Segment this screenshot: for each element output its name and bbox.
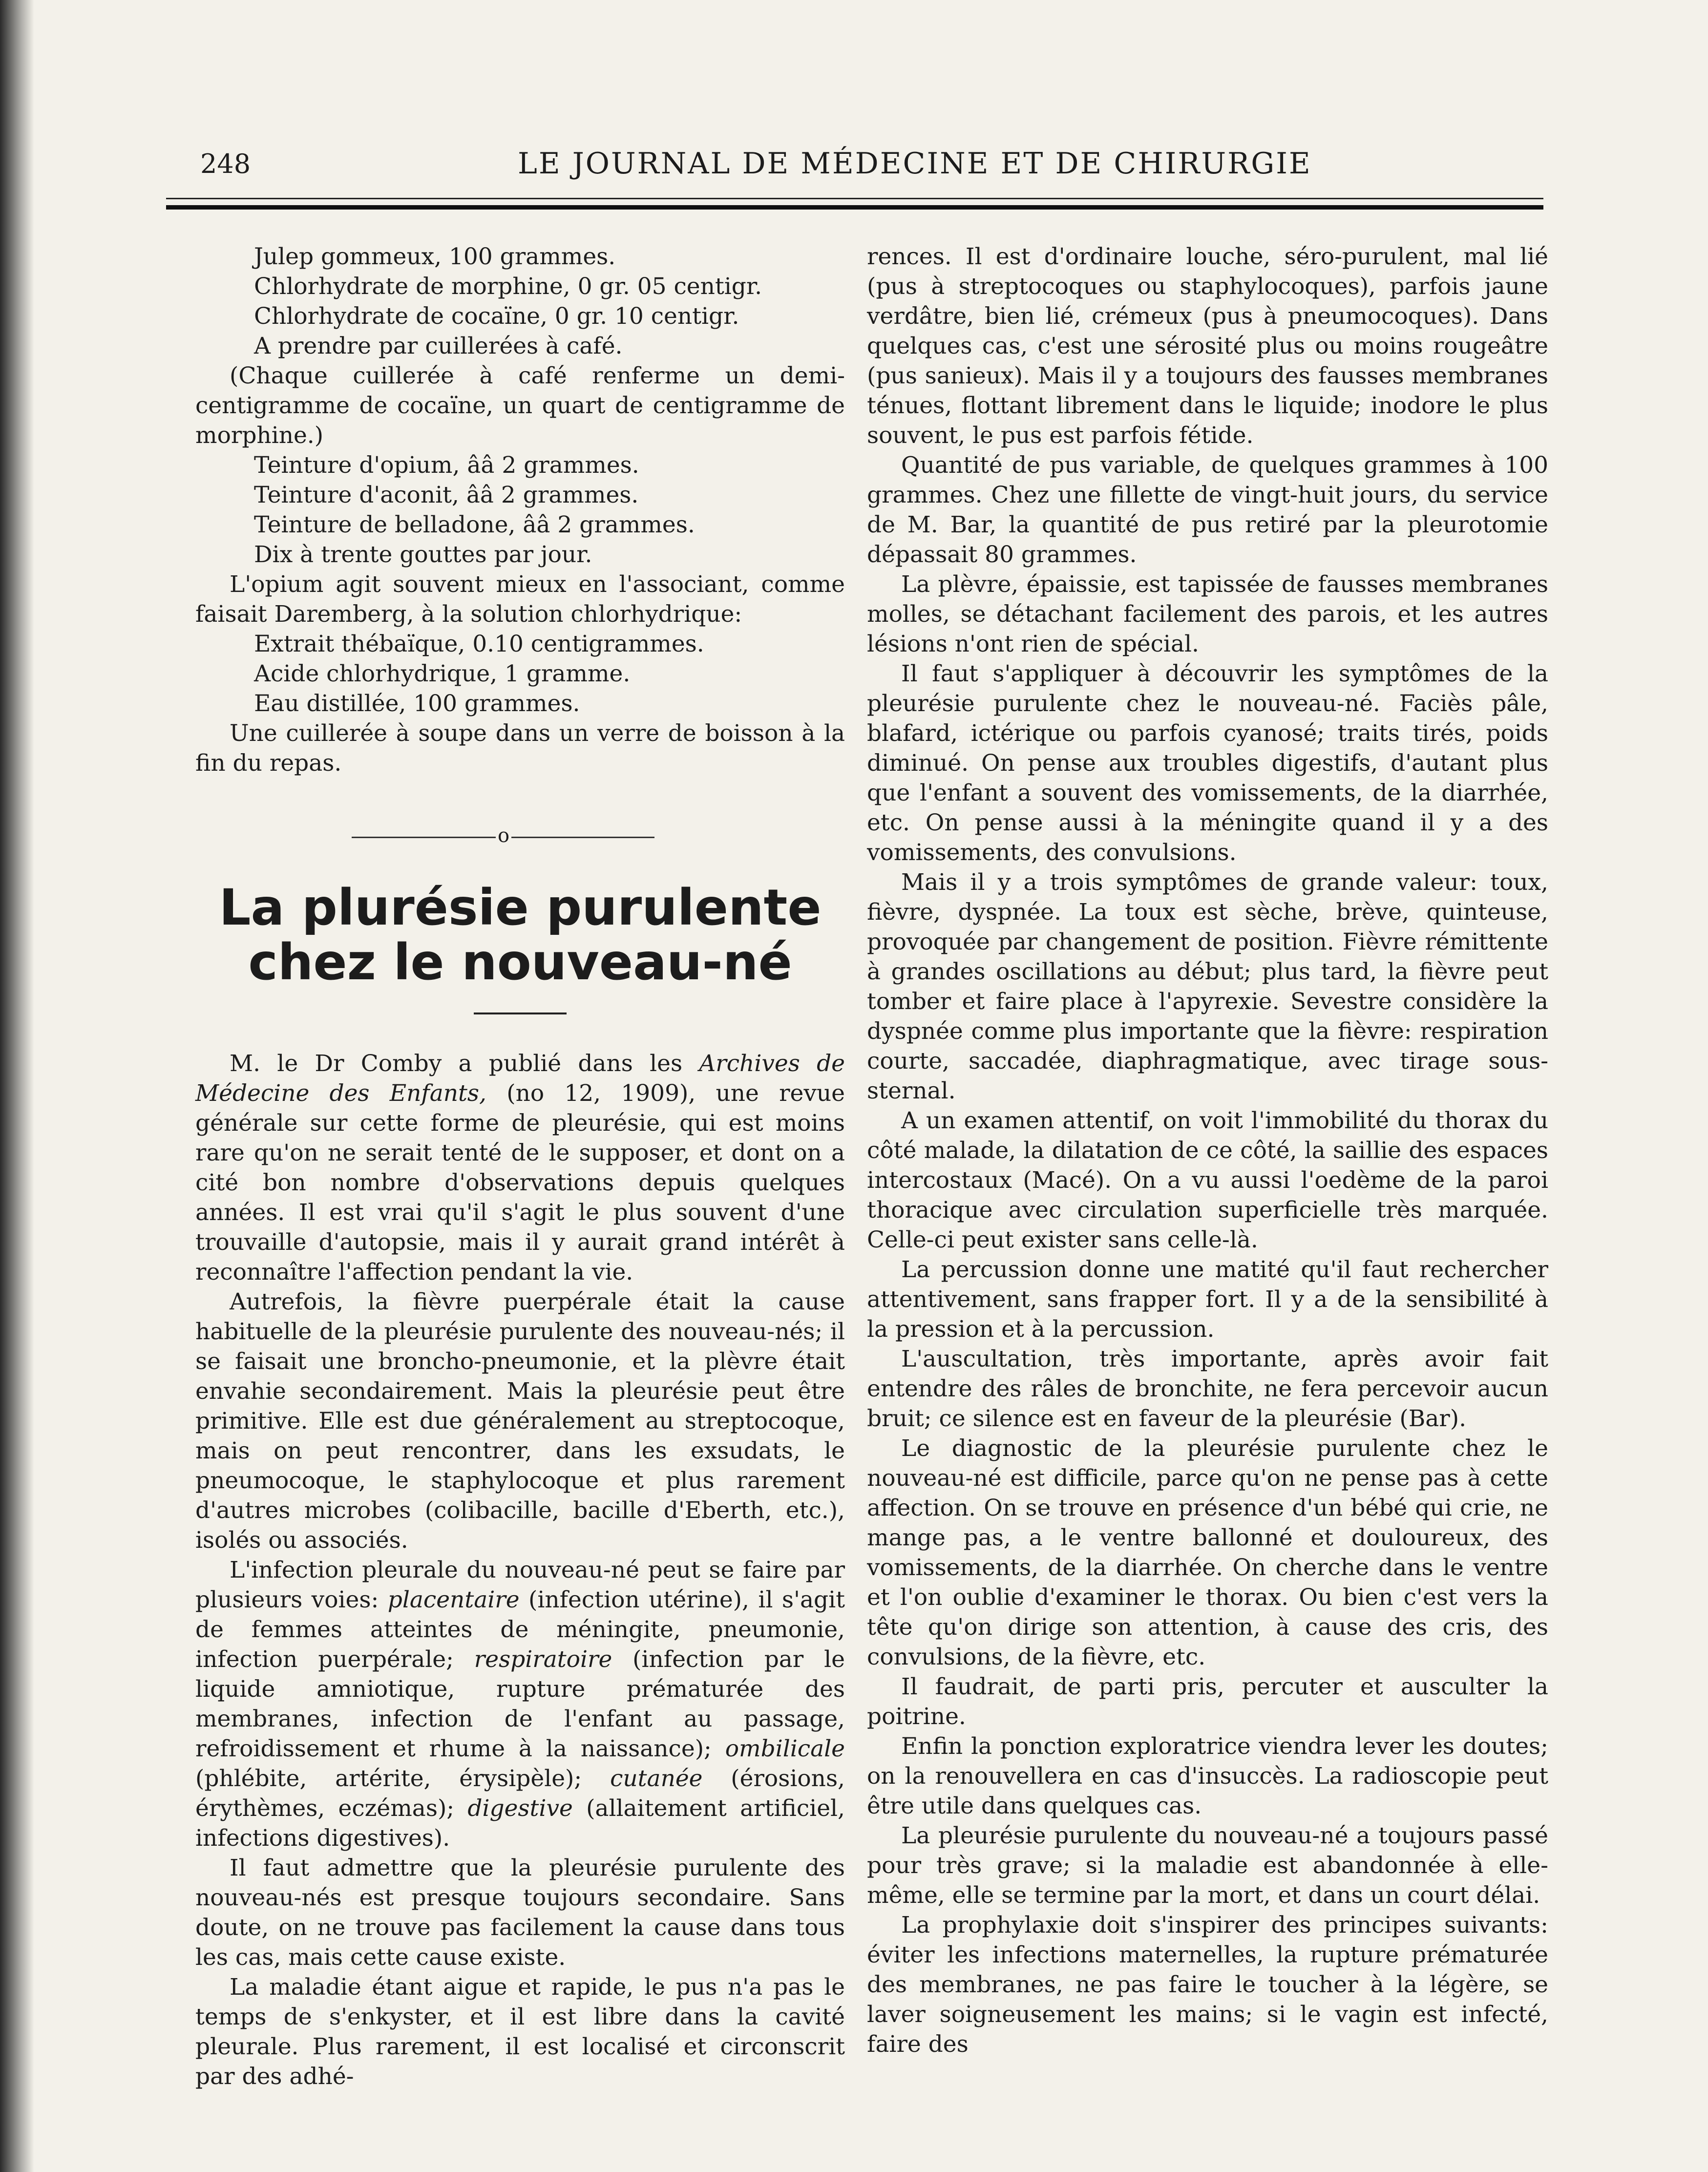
- solution-line: Eau distillée, 100 grammes.: [254, 690, 580, 717]
- article-paragraph: La percussion donne une matité qu'il faut rechercher attentivement, sans frapper fort. Il y a de la sensibilité à la pression et à la percussion.: [867, 1256, 1548, 1343]
- journal-name: Archives de Médecine des Enfants,: [195, 1050, 845, 1107]
- article-paragraph: La plèvre, épaissie, est tapissée de fausses membranes molles, se détachant facilement des parois, et les autres lésions n'ont rien de spécial.: [867, 571, 1548, 657]
- article-paragraph: Quantité de pus variable, de quelques grammes à 100 grammes. Chez une fillette de vingt-huit jours, du service de M. Bar, la quantité de pus retiré par la pleurotomie dépassait 80 grammes.: [867, 452, 1548, 568]
- article-paragraph: Il faudrait, de parti pris, percuter et ausculter la poitrine.: [867, 1673, 1548, 1730]
- article-paragraph: rences. Il est d'ordinaire louche, séro-purulent, mal lié (pus à streptocoques ou staphylocoques), parfois jaune verdâtre, bien lié, crémeux (pus à pneumocoques). Dans quelques cas, c'est une sérosité plus ou moins rougeâtre (pus sanieux). Mais il y a toujours des fausses membranes ténues, flottant librement dans le liquide; inodore le plus souvent, le pus est parfois fétide.: [867, 243, 1548, 449]
- article-paragraph: Mais il y a trois symptômes de grande valeur: toux, fièvre, dyspnée. La toux est sèche, brève, quinteuse, provoquée par changement de position. Fièvre rémittente à grandes oscillations au début; plus tard, la fièvre peut tomber et faire place à l'apyrexie. Sevestre considère la dyspnée comme plus importante que la fièvre: respiration courte, saccadée, diaphragmatique, avec tirage sous-sternal.: [867, 869, 1548, 1104]
- article-paragraph: Le diagnostic de la pleurésie purulente chez le nouveau-né est difficile, parce qu'on ne pense pas à cette affection. On se trouve en présence d'un bébé qui crie, ne mange pas, a le ventre ballonné et douloureux, des vomissements, de la diarrhée. On cherche dans le ventre et l'on oublie d'examiner le thorax. Ou bien c'est vers la tête qu'on dirige son attention, à cause des cris, des convulsions, de la fièvre, etc.: [867, 1435, 1548, 1670]
- page-number: 248: [200, 148, 251, 179]
- article-paragraph: La maladie étant aigue et rapide, le pus n'a pas le temps de s'enkyster, et il est libre dans la cavité pleurale. Plus rarement, il est localisé et circonscrit par des adhé-: [195, 1974, 845, 2090]
- tincture-line: Teinture d'aconit, ââ 2 grammes.: [254, 482, 639, 508]
- binding-shadow: [0, 0, 34, 2172]
- article-paragraph: La prophylaxie doit s'inspirer des principes suivants: éviter les infections maternelles, la rupture prématurée des membranes, ne pas faire le toucher à la légère, se laver soigneusement les mains; si le vagin est infecté, faire des: [867, 1912, 1548, 2058]
- article-title: La plurésie purulente chez le nouveau-né: [219, 879, 822, 991]
- separator-ornament: o: [496, 826, 511, 845]
- right-column: [867, 242, 1548, 2059]
- article-paragraph: Enfin la ponction exploratrice viendra lever les doutes; on la renouvellera en cas d'insuccès. La radioscopie peut être utile dans quelques cas.: [867, 1733, 1548, 1819]
- prescription-line: Chlorhydrate de cocaïne, 0 gr. 10 centigr.: [254, 303, 739, 330]
- header-rule-thick: [166, 205, 1543, 210]
- prescription-line: Chlorhydrate de morphine, 0 gr. 05 centigr.: [254, 273, 762, 300]
- section-separator: [195, 812, 845, 866]
- solution-line: Acide chlorhydrique, 1 gramme.: [254, 660, 631, 687]
- tincture-line: Teinture d'opium, ââ 2 grammes.: [254, 452, 639, 479]
- page-header: [195, 147, 1543, 186]
- article-body-left: [195, 1049, 845, 2091]
- left-column: [195, 242, 845, 2091]
- prescription-line: Julep gommeux, 100 grammes.: [254, 243, 616, 270]
- title-rule: [474, 1012, 567, 1014]
- solution-line: Extrait thébaïque, 0.10 centigrammes.: [254, 631, 704, 657]
- tincture-line: Teinture de belladone, ââ 2 grammes.: [254, 511, 695, 538]
- dose-note: Une cuillerée à soupe dans un verre de boisson à la fin du repas.: [195, 720, 845, 777]
- opium-note: L'opium agit souvent mieux en l'associant, comme faisait Daremberg, à la solution chlorhydrique:: [195, 571, 845, 628]
- prescription-line: A prendre par cuillerées à café.: [254, 333, 623, 359]
- article-paragraph: Il faut s'appliquer à découvrir les symptômes de la pleurésie purulente chez le nouveau-né. Faciès pâle, blafard, ictérique ou parfois cyanosé; traits tirés, poids diminué. On pense aux troubles digestifs, d'autant plus que l'enfant a souvent des vomissements, de la diarrhée, etc. On pense aussi à la méningite quand il y a des vomissements, des convulsions.: [867, 660, 1548, 866]
- article-paragraph: M. le Dr Comby a publié dans les Archives de Médecine des Enfants, (no 12, 1909), une revue générale sur cette forme de pleurésie, qui est moins rare qu'on ne serait tenté de le supposer, et dont on a cité bon nombre d'observations depuis quelques années. Il est vrai qu'il s'agit le plus souvent d'une trouvaille d'autopsie, mais il y aurait grand intérêt à reconnaître l'affection pendant la vie.: [195, 1050, 845, 1286]
- article-paragraph: Il faut admettre que la pleurésie purulente des nouveau-nés est presque toujours secondaire. Sans doute, on ne trouve pas facilement la cause dans tous les cas, mais cette cause existe.: [195, 1855, 845, 1971]
- article-paragraph: L'auscultation, très importante, après avoir fait entendre des râles de bronchite, ne fera percevoir aucun bruit; ce silence est en faveur de la pleurésie (Bar).: [867, 1346, 1548, 1432]
- article-paragraph: L'infection pleurale du nouveau-né peut se faire par plusieurs voies: placentaire (infection utérine), il s'agit de femmes atteintes de méningite, pneumonie, infection puerpérale; respiratoire (infection par le liquide amniotique, rupture prématurée des membranes, infection de l'enfant au passage, refroidissement et rhume à la naissance); ombilicale (phlébite, artérite, érysipèle); cutanée (érosions, érythèmes, eczémas); digestive (allaitement artificiel, infections digestives).: [195, 1557, 845, 1852]
- article-paragraph: A un examen attentif, on voit l'immobilité du thorax du côté malade, la dilatation de ce côté, la saillie des espaces intercostaux (Macé). On a vu aussi l'oedème de la paroi thoracique avec circulation superficielle très marquée. Celle-ci peut exister sans celle-là.: [867, 1107, 1548, 1253]
- tincture-line: Dix à trente gouttes par jour.: [254, 541, 592, 568]
- header-rule-thin: [166, 198, 1543, 199]
- article-paragraph: Autrefois, la fièvre puerpérale était la cause habituelle de la pleurésie purulente des nouveau-nés; il se faisait une broncho-pneumonie, et la plèvre était envahie secondairement. Mais la pleurésie peut être primitive. Elle est due généralement au streptocoque, mais on peut rencontrer, dans les exsudats, le pneumocoque, le staphylocoque et plus rarement d'autres microbes (colibacille, bacille d'Eberth, etc.), isolés ou associés.: [195, 1288, 845, 1554]
- running-title: LE JOURNAL DE MÉDECINE ET DE CHIRURGIE: [518, 147, 1312, 181]
- prescription-note: (Chaque cuillerée à café renferme un demi-centigramme de cocaïne, un quart de centigramme de morphine.): [195, 362, 845, 449]
- article-paragraph: La pleurésie purulente du nouveau-né a toujours passé pour très grave; si la maladie est abandonnée à elle-même, elle se termine par la mort, et dans un court délai.: [867, 1822, 1548, 1909]
